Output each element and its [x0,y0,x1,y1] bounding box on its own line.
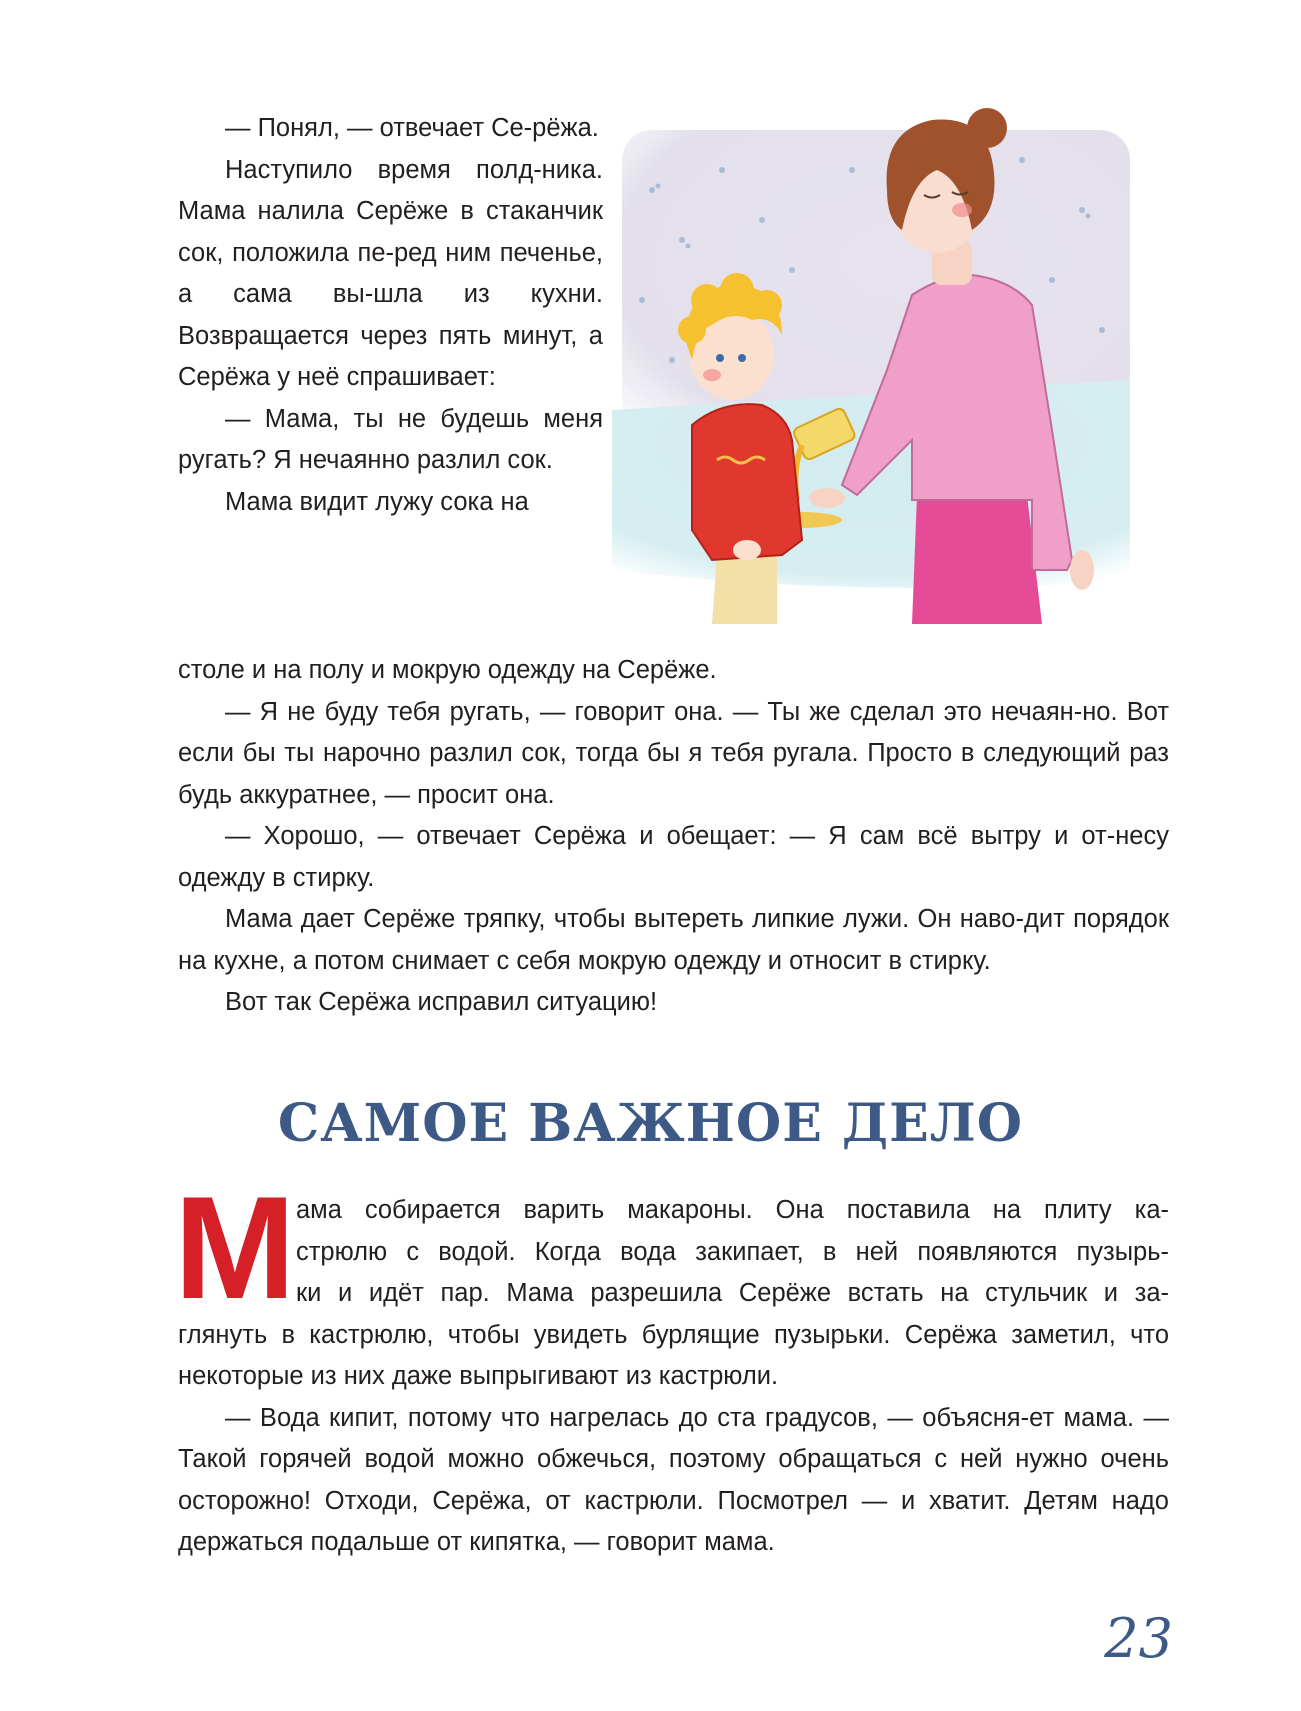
drop-cap-letter: М [174,1166,296,1329]
story-b-text [178,1190,1169,1564]
story-illustration [612,100,1130,624]
page-number: 23 [1104,1607,1173,1670]
paragraph: глянуть в кастрюлю, чтобы увидеть бурлящие пузырьки. Серёжа заметил, что некоторые из них даже выпрыгивают из кастрюли. [178,1320,1169,1390]
paragraph: — Я не буду тебя ругать, — говорит она. — Ты же сделал это нечаян-но. Вот если бы ты нарочно разлил сок, тогда бы я тебя ругала. Просто в следующий раз будь аккуратнее, — просит она. [178,697,1169,809]
text-line: ама собирается варить макароны. Она поставила на плиту ка- [296,1196,1169,1224]
paragraph: Вот так Серёжа исправил ситуацию! [225,988,658,1016]
paragraph: Наступило время полд-ника. Мама налила Серёже в стаканчик сок, положила пе-ред ним печенье, а сама вы-шла из кухни. Возвращается через пять минут, а Серёжа у неё спрашивает: [178,155,603,391]
text-line: стрюлю с водой. Когда вода закипает, в ней появляются пузырь- [296,1237,1169,1266]
paragraph: — Вода кипит, потому что нагрелась до ста градусов, — объясня-ет мама. — Такой горячей водой можно обжечься, поэтому обращаться с ней нужно очень осторожно! Отходи, Серёжа, от кастрюли. Посмотрел — и хватит. Детям надо держаться подальше от кипятка, — говорит мама. [178,1403,1169,1556]
paragraph: — Мама, ты не будешь меня ругать? Я нечаянно разлил сок. [178,404,603,474]
story-text-full-width [178,650,1169,1024]
story-title: САМОЕ ВАЖНОЕ ДЕЛО [277,1093,1024,1154]
paragraph: Мама дает Серёже тряпку, чтобы вытереть липкие лужи. Он наво-дит порядок на кухне, а потом снимает с себя мокрую одежду и относит в стирку. [178,905,1169,975]
paragraph: столе и на полу и мокрую одежду на Серёже. [178,656,717,684]
mother-boy-spilled-juice-illustration [612,100,1130,624]
paragraph: — Хорошо, — отвечает Серёжа и обещает: — Я сам всё вытру и от-несу одежду в стирку. [178,822,1169,892]
paragraph: Мама видит лужу сока на [225,487,529,516]
story-text-beside-illustration [178,108,603,523]
dropcap-wrapped-lines [296,1190,1169,1315]
text-line: ки и идёт пар. Мама разрешила Серёже встать на стульчик и за- [296,1279,1169,1307]
paragraph: — Понял, — отвечает Се-рёжа. [225,114,599,142]
